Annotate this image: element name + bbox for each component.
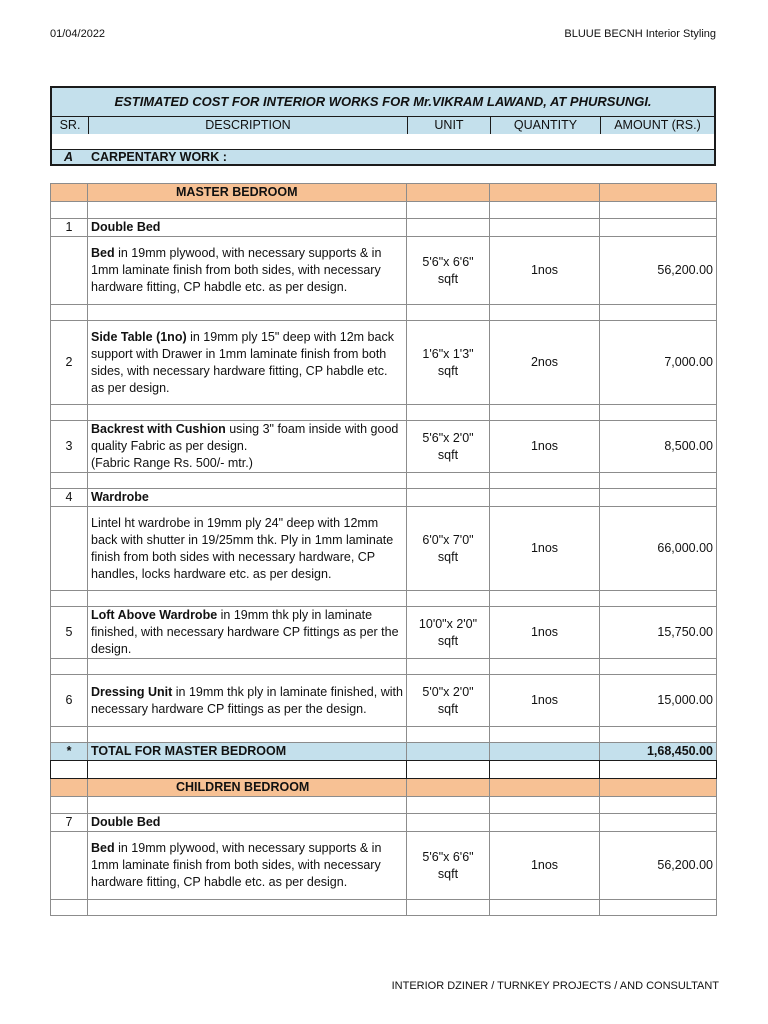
- col-quantity: QUANTITY: [491, 117, 601, 135]
- item-unit-measure: sqft: [437, 363, 459, 378]
- total-marker: *: [51, 743, 88, 761]
- item-unit-size: 6'0"x 7'0": [422, 532, 474, 547]
- spacer-row: [51, 761, 717, 779]
- item-bold-text: Bed: [91, 246, 115, 260]
- item-quantity: 1nos: [490, 607, 600, 659]
- item-unit-size: 5'6"x 2'0": [422, 430, 474, 445]
- item-text: using 3" foam inside with good quality Fabric as per design.: [91, 422, 399, 453]
- item-unit: [407, 507, 490, 591]
- spacer-row: [51, 305, 717, 321]
- item-bold-text: Backrest with Cushion: [91, 422, 226, 436]
- spacer-row: [51, 659, 717, 675]
- estimate-title: ESTIMATED COST FOR INTERIOR WORKS FOR Mr.VIKRAM LAWAND, AT PHURSUNGI.: [114, 94, 652, 109]
- item-unit-measure: sqft: [437, 701, 459, 716]
- item-unit-size: 5'6"x 6'6": [422, 849, 474, 864]
- item-description: [88, 421, 407, 473]
- item-sr: 1: [51, 219, 88, 237]
- item-description: Lintel ht wardrobe in 19mm ply 24" deep with 12mm back with shutter in 19/25mm thk. Ply in 1mm laminate finish from both sides with necessary hardware, CP handles, locks hardware etc. as per design.: [88, 507, 407, 591]
- item-unit: [407, 321, 490, 405]
- spacer-row: [51, 202, 717, 219]
- blank-row: [52, 134, 714, 150]
- item-1-detail-row: [51, 237, 717, 305]
- spacer-row: [51, 405, 717, 421]
- spacer-row: [51, 727, 717, 743]
- item-description: [88, 675, 407, 727]
- item-text: in 19mm ply 15" deep with 12m back support with Drawer in 1mm laminate finish from both sides, with necessary hardware fitting, CP habdle etc. as per design.: [91, 329, 394, 395]
- item-amount: 7,000.00: [600, 321, 717, 405]
- item-unit-measure: sqft: [437, 447, 459, 462]
- item-name: Wardrobe: [91, 490, 149, 504]
- item-4-name-row: [51, 489, 717, 507]
- item-unit-size: 10'0"x 2'0": [418, 616, 478, 631]
- master-bedroom-heading-row: [51, 184, 717, 202]
- item-sr: 6: [51, 675, 88, 727]
- item-6-row: [51, 675, 717, 727]
- item-text: in 19mm plywood, with necessary supports & in 1mm laminate finish from both sides, with necessary hardware fitting, CP habdle etc. as per design.: [91, 246, 382, 294]
- item-amount: 15,750.00: [600, 607, 717, 659]
- children-bedroom-heading: CHILDREN BEDROOM: [88, 779, 407, 797]
- item-sr: 5: [51, 607, 88, 659]
- item-amount: 56,200.00: [600, 832, 717, 900]
- item-note: (Fabric Range Rs. 500/- mtr.): [91, 456, 253, 470]
- estimate-table: [50, 183, 717, 916]
- item-unit-measure: sqft: [437, 271, 459, 286]
- item-unit-measure: sqft: [437, 549, 459, 564]
- item-text: in 19mm thk ply in laminate finished, with necessary hardware CP fittings as per the design.: [91, 684, 403, 716]
- item-amount: 15,000.00: [600, 675, 717, 727]
- spacer-row: [51, 473, 717, 489]
- item-unit: [407, 607, 490, 659]
- col-unit: UNIT: [408, 117, 491, 135]
- item-sr: 3: [51, 421, 88, 473]
- item-amount: 66,000.00: [600, 507, 717, 591]
- item-unit-size: 5'6"x 6'6": [422, 254, 474, 269]
- item-description: [88, 321, 407, 405]
- item-description: [88, 607, 407, 659]
- item-amount: 8,500.00: [600, 421, 717, 473]
- footer-text: INTERIOR DZINER / TURNKEY PROJECTS / AND CONSULTANT: [391, 980, 719, 992]
- item-3-row: [51, 421, 717, 473]
- company-name: BLUUE BECNH Interior Styling: [564, 28, 716, 40]
- item-unit-size: 1'6"x 1'3": [422, 346, 474, 361]
- col-amount: AMOUNT (RS.): [614, 118, 701, 132]
- item-bold-text: Bed: [91, 841, 115, 855]
- item-1-name-row: [51, 219, 717, 237]
- spacer-row: [51, 900, 717, 916]
- item-description: [88, 237, 407, 305]
- item-unit-measure: sqft: [437, 633, 459, 648]
- master-bedroom-heading: MASTER BEDROOM: [88, 184, 407, 202]
- item-name: Double Bed: [91, 815, 161, 829]
- item-unit: [407, 675, 490, 727]
- estimate-title-block: [50, 86, 716, 166]
- item-text: in 19mm plywood, with necessary supports & in 1mm laminate finish from both sides, with necessary hardware fitting, CP habdle etc. as per design.: [91, 841, 382, 889]
- item-7-name-row: [51, 814, 717, 832]
- section-row: [52, 149, 714, 166]
- col-description: DESCRIPTION: [89, 117, 408, 135]
- item-unit-measure: sqft: [437, 866, 459, 881]
- item-quantity: 1nos: [490, 237, 600, 305]
- section-letter: A: [64, 150, 74, 164]
- document-date: 01/04/2022: [50, 28, 106, 40]
- total-amount: 1,68,450.00: [600, 743, 717, 761]
- item-unit-size: 5'0"x 2'0": [422, 684, 474, 699]
- item-4-detail-row: [51, 507, 717, 591]
- children-bedroom-heading-row: [51, 779, 717, 797]
- item-quantity: 2nos: [490, 321, 600, 405]
- column-headers: [52, 116, 714, 136]
- spacer-row: [51, 591, 717, 607]
- item-7-detail-row: [51, 832, 717, 900]
- item-quantity: 1nos: [490, 421, 600, 473]
- col-sr: SR.: [52, 117, 89, 135]
- item-bold-text: Dressing Unit: [91, 684, 173, 699]
- item-unit: [407, 832, 490, 900]
- item-quantity: 1nos: [490, 675, 600, 727]
- total-label: TOTAL FOR MASTER BEDROOM: [88, 743, 407, 761]
- item-bold-text: Side Table (1no): [91, 329, 187, 344]
- item-sr: 4: [51, 489, 88, 507]
- item-sr: 7: [51, 814, 88, 832]
- item-amount: 56,200.00: [600, 237, 717, 305]
- item-text: in 19mm thk ply in laminate finished, with necessary hardware CP fittings as per the design.: [91, 608, 399, 656]
- item-quantity: 1nos: [490, 832, 600, 900]
- item-name: Double Bed: [91, 220, 161, 234]
- spacer-row: [51, 797, 717, 814]
- item-unit: [407, 237, 490, 305]
- item-unit: [407, 421, 490, 473]
- item-description: [88, 832, 407, 900]
- item-quantity: 1nos: [490, 507, 600, 591]
- item-2-row: [51, 321, 717, 405]
- master-bedroom-total-row: [51, 743, 717, 761]
- item-bold-text: Loft Above Wardrobe: [91, 608, 218, 622]
- item-5-row: [51, 607, 717, 659]
- item-sr: 2: [51, 321, 88, 405]
- section-label: CARPENTARY WORK :: [91, 150, 227, 164]
